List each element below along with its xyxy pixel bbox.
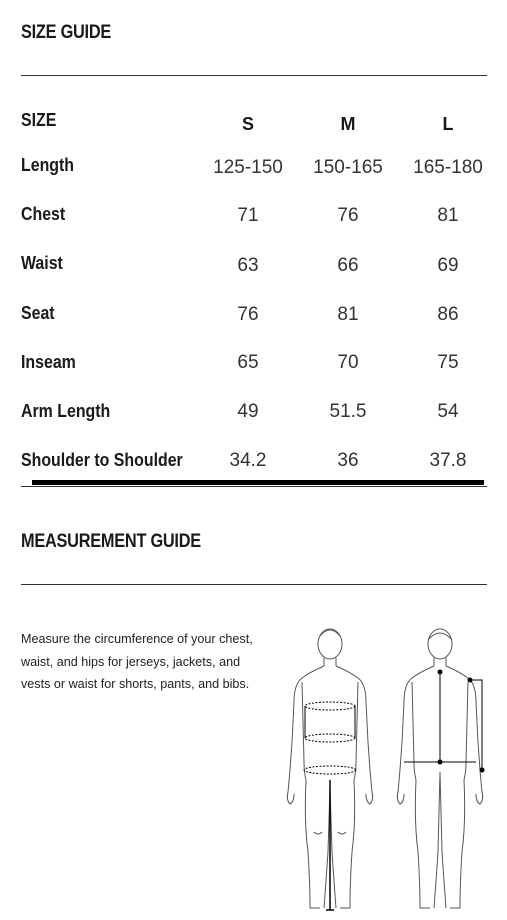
body-figures-illustration — [280, 622, 495, 914]
cell-shoulder-l: 37.8 — [429, 450, 467, 471]
column-header-l: L — [442, 114, 454, 134]
row-label-shoulder-to-shoulder: Shoulder to Shoulder — [21, 449, 183, 470]
back-measurement-lines — [404, 670, 484, 772]
cell-inseam-l: 75 — [437, 352, 459, 373]
cell-seat-l: 86 — [437, 304, 459, 325]
measurement-guide-title: MEASUREMENT GUIDE — [21, 531, 201, 552]
cell-waist-l: 69 — [437, 255, 459, 276]
size-header-label: SIZE — [21, 109, 57, 130]
cell-length-s: 125-150 — [213, 157, 283, 178]
cell-arm-length-m: 51.5 — [329, 401, 367, 422]
measurement-guide-divider — [21, 584, 487, 585]
column-header-m: M — [340, 114, 356, 134]
cell-length-m: 150-165 — [313, 157, 383, 178]
cell-waist-s: 63 — [237, 255, 259, 276]
cell-chest-m: 76 — [337, 205, 359, 226]
size-guide-divider — [21, 75, 487, 76]
row-label-waist: Waist — [21, 252, 63, 273]
cell-inseam-s: 65 — [237, 352, 259, 373]
cell-waist-m: 66 — [337, 255, 359, 276]
cell-chest-s: 71 — [237, 205, 259, 226]
cell-seat-m: 81 — [337, 304, 359, 325]
cell-shoulder-s: 34.2 — [229, 450, 267, 471]
cell-chest-l: 81 — [437, 205, 459, 226]
front-measurement-lines — [304, 702, 356, 910]
table-bottom-thick-rule — [32, 480, 484, 485]
row-label-inseam: Inseam — [21, 351, 76, 372]
table-bottom-thin-rule — [21, 486, 487, 487]
cell-arm-length-l: 54 — [437, 401, 459, 422]
cell-inseam-m: 70 — [337, 352, 359, 373]
cell-seat-s: 76 — [237, 304, 259, 325]
row-label-length: Length — [21, 154, 75, 175]
measurement-instructions: Measure the circumference of your chest, waist, and hips for jerseys, jackets, and vests or waist for shorts, pants, and bibs. — [21, 632, 253, 691]
cell-length-l: 165-180 — [413, 157, 483, 178]
body-figures — [280, 622, 495, 919]
column-header-s: S — [241, 114, 254, 134]
size-guide-title: SIZE GUIDE — [21, 22, 112, 43]
row-label-seat: Seat — [21, 302, 55, 323]
row-label-chest: Chest — [21, 203, 66, 224]
cell-shoulder-m: 36 — [337, 450, 359, 471]
cell-arm-length-s: 49 — [237, 401, 259, 422]
row-label-arm-length: Arm Length — [21, 400, 111, 421]
